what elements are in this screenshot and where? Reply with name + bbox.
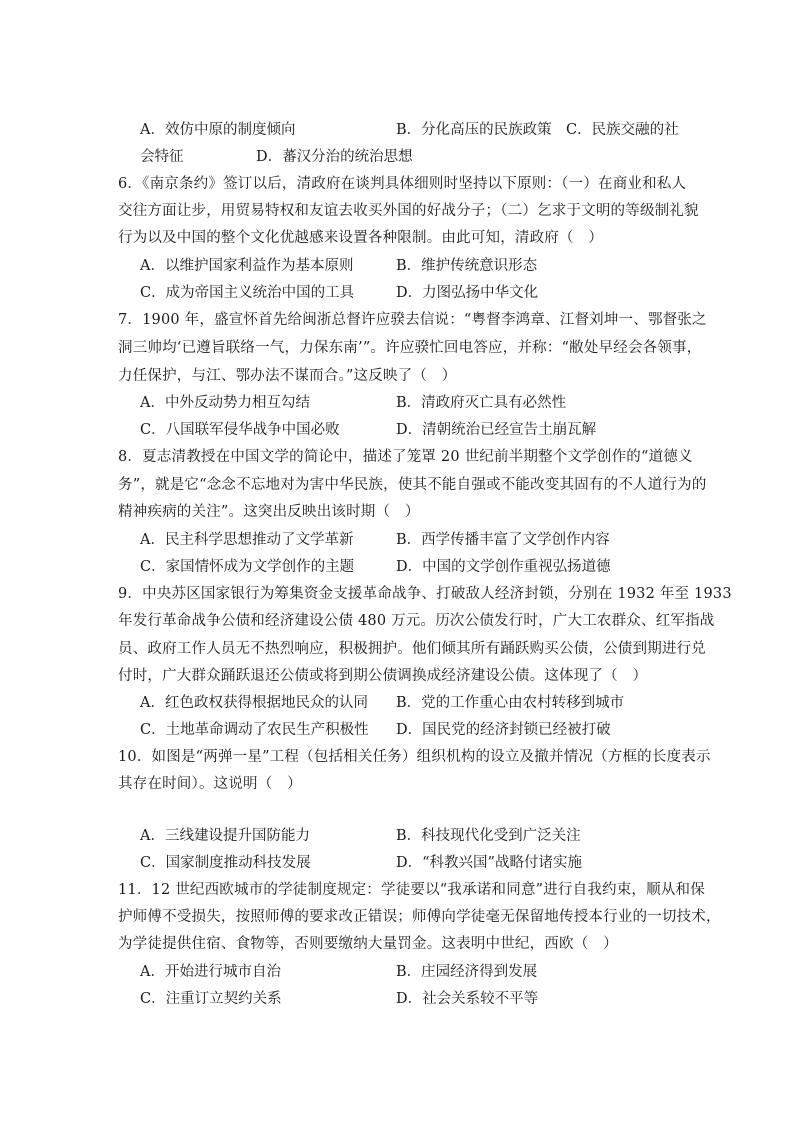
- q11-option-d: D．社会关系较不平等: [396, 991, 539, 1007]
- q8-stem-line-1: 8．夏志清教授在中国文学的简论中，描述了笼罩 20 世纪前半期整个文学创作的“道德义: [118, 449, 693, 465]
- q5-option-b: B．分化高压的民族政策: [396, 122, 552, 138]
- q7-stem-line-3: 力任保护，与江、鄂办法不谋而合。”这反映了（ ）: [118, 368, 457, 384]
- q11-stem-line-2: 护师傅不受损失，按照师傅的要求改正错误；师傅向学徒毫无保留地传授本行业的一切技术，: [118, 909, 721, 925]
- q11-option-a: A．开始进行城市自治: [140, 964, 281, 980]
- q8-option-a: A．民主科学思想推动了文学革新: [140, 532, 354, 548]
- q8-stem-line-2: 务”，就是它“念念不忘地对为害中华民族，使其不能自强或不能改变其固有的不人道行为的: [118, 477, 707, 493]
- q6-option-a: A．以维护国家利益作为基本原则: [140, 258, 354, 274]
- q7-option-d: D．清朝统治已经宣告土崩瓦解: [396, 422, 597, 438]
- q7-option-c: C．八国联军侵华战争中国必败: [140, 422, 340, 438]
- q7-option-a: A．中外反动势力相互勾结: [140, 395, 310, 411]
- q9-stem-line-4: 付时，广大群众踊跃退还公债或将到期公债调换成经济建设公债。这体现了（ ）: [118, 668, 648, 684]
- q8-option-c: C．家国情怀成为文学创作的主题: [140, 559, 355, 575]
- q5-option-d: D．蕃汉分治的统治思想: [256, 149, 413, 165]
- q10-option-c: C．国家制度推动科技发展: [140, 855, 311, 871]
- q6-stem-line-2: 交往方面让步，用贸易特权和友谊去收买外国的好战分子；（二）乞求于文明的等级制礼貌: [118, 203, 699, 219]
- q11-stem-line-3: 为学徒提供住宿、食物等，否则要缴纳大量罚金。这表明中世纪，西欧（ ）: [118, 936, 618, 952]
- q10-stem-line-2: 其存在时间）。这说明（ ）: [118, 776, 302, 792]
- q10-option-d: D．“科教兴国”战略付诸实施: [396, 855, 582, 871]
- q5-option-c: C．民族交融的社: [566, 122, 679, 138]
- q7-option-b: B．清政府灭亡具有必然性: [396, 395, 567, 411]
- q9-stem-line-3: 员、政府工作人员无不热烈响应，积极拥护。他们倾其所有踊跃购买公债，公债到期进行兑: [118, 641, 706, 657]
- q10-option-b: B．科技现代化受到广泛关注: [396, 828, 581, 844]
- q11-option-c: C．注重订立契约关系: [140, 991, 282, 1007]
- q11-stem-line-1: 11．12 世纪西欧城市的学徒制度规定：学徒要以“我承诺和同意”进行自我约束，顺从和保: [118, 882, 705, 898]
- q5-option-c-continued: 会特征: [140, 149, 184, 165]
- q9-option-c: C．土地革命调动了农民生产积极性: [140, 722, 369, 738]
- q8-stem-line-3: 精神疾病的关注”。这突出反映出该时期（ ）: [118, 504, 420, 520]
- q9-stem-line-1: 9．中央苏区国家银行为筹集资金支援革命战争、打破敌人经济封锁，分别在 1932 年至 1933: [118, 586, 732, 602]
- q11-option-b: B．庄园经济得到发展: [396, 964, 538, 980]
- q6-option-b: B．维护传统意识形态: [396, 258, 538, 274]
- q6-option-d: D．力图弘扬中华文化: [396, 285, 539, 301]
- q9-option-a: A．红色政权获得根据地民众的认同: [140, 695, 368, 711]
- q10-stem-line-1: 10．如图是“两弹一星”工程（包括相关任务）组织机构的设立及撤并情况（方框的长度表示: [118, 749, 711, 765]
- q6-option-c: C．成为帝国主义统治中国的工具: [140, 285, 355, 301]
- q9-stem-line-2: 年发行革命战争公债和经济建设公债 480 万元。历次公债发行时，广大工农群众、红军指战: [118, 613, 715, 629]
- q6-stem-line-3: 行为以及中国的整个文化优越感来设置各种限制。由此可知，清政府（ ）: [118, 230, 604, 246]
- q7-stem-line-2: 洞三帅均‘已遵旨联络一气，力保东南’”。许应骙忙回电答应，并称：“敝处早经会各领事，: [118, 340, 702, 356]
- q10-option-a: A．三线建设提升国防能力: [140, 828, 310, 844]
- q6-stem-line-1: 6．《南京条约》签订以后，清政府在谈判具体细则时坚持以下原则：（一）在商业和私人: [118, 176, 687, 192]
- q5-option-a: A．效仿中原的制度倾向: [140, 122, 296, 138]
- q9-option-b: B．党的工作重心由农村转移到城市: [396, 695, 625, 711]
- q7-stem-line-1: 7．1900 年，盛宣怀首先给闽浙总督许应骙去信说：“粤督李鸿章、江督刘坤一、鄂督张之: [118, 312, 707, 328]
- q8-option-d: D．中国的文学创作重视弘扬道德: [396, 559, 611, 575]
- q9-option-d: D．国民党的经济封锁已经被打破: [396, 722, 611, 738]
- q8-option-b: B．西学传播丰富了文学创作内容: [396, 532, 610, 548]
